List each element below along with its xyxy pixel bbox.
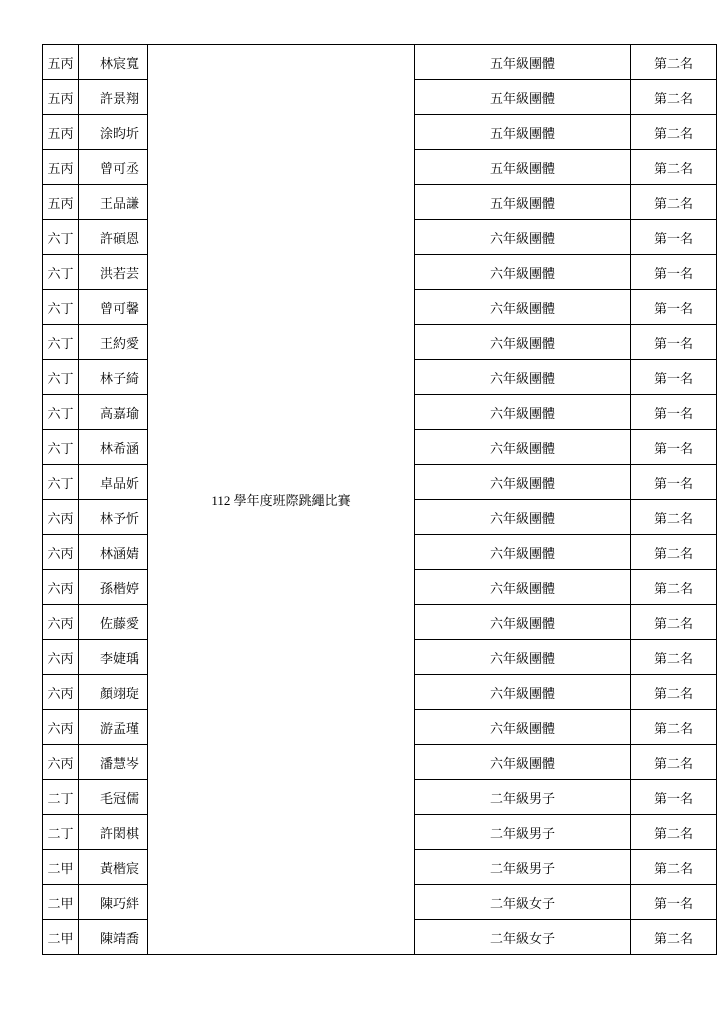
class-cell: 六丁 (43, 290, 79, 325)
class-cell: 六丙 (43, 605, 79, 640)
student-name-cell: 王品謙 (79, 185, 148, 220)
student-name-cell: 林宸寬 (79, 45, 148, 80)
student-name-cell: 林希涵 (79, 430, 148, 465)
student-name-cell: 毛冠儒 (79, 780, 148, 815)
class-cell: 五丙 (43, 150, 79, 185)
student-name-cell: 顏翊琁 (79, 675, 148, 710)
student-name-cell: 黃楷宸 (79, 850, 148, 885)
class-cell: 二甲 (43, 920, 79, 955)
rank-cell: 第二名 (631, 745, 717, 780)
class-cell: 六丙 (43, 710, 79, 745)
rank-cell: 第一名 (631, 255, 717, 290)
group-cell: 六年級團體 (415, 220, 631, 255)
class-cell: 五丙 (43, 45, 79, 80)
rank-cell: 第二名 (631, 45, 717, 80)
rank-cell: 第一名 (631, 290, 717, 325)
rank-cell: 第二名 (631, 500, 717, 535)
group-cell: 六年級團體 (415, 465, 631, 500)
group-cell: 六年級團體 (415, 360, 631, 395)
student-name-cell: 林子綺 (79, 360, 148, 395)
rank-cell: 第二名 (631, 640, 717, 675)
student-name-cell: 王約愛 (79, 325, 148, 360)
group-cell: 二年級男子 (415, 780, 631, 815)
student-name-cell: 涂昀圻 (79, 115, 148, 150)
student-name-cell: 潘慧岑 (79, 745, 148, 780)
rank-cell: 第二名 (631, 115, 717, 150)
group-cell: 五年級團體 (415, 185, 631, 220)
group-cell: 六年級團體 (415, 570, 631, 605)
student-name-cell: 林涵婧 (79, 535, 148, 570)
group-cell: 二年級女子 (415, 920, 631, 955)
student-name-cell: 孫楷婷 (79, 570, 148, 605)
student-name-cell: 林予忻 (79, 500, 148, 535)
rank-cell: 第一名 (631, 325, 717, 360)
rank-cell: 第一名 (631, 465, 717, 500)
student-name-cell: 陳靖喬 (79, 920, 148, 955)
rank-cell: 第一名 (631, 885, 717, 920)
student-name-cell: 高嘉瑜 (79, 395, 148, 430)
class-cell: 二甲 (43, 850, 79, 885)
class-cell: 二丁 (43, 815, 79, 850)
group-cell: 五年級團體 (415, 80, 631, 115)
group-cell: 六年級團體 (415, 640, 631, 675)
group-cell: 六年級團體 (415, 290, 631, 325)
group-cell: 六年級團體 (415, 430, 631, 465)
student-name-cell: 卓品妡 (79, 465, 148, 500)
student-name-cell: 游孟瑾 (79, 710, 148, 745)
class-cell: 六丁 (43, 220, 79, 255)
class-cell: 五丙 (43, 115, 79, 150)
awards-table-body (43, 45, 717, 955)
rank-cell: 第二名 (631, 710, 717, 745)
rank-cell: 第一名 (631, 220, 717, 255)
event-name-cell: 112 學年度班際跳繩比賽 (148, 45, 415, 955)
group-cell: 六年級團體 (415, 605, 631, 640)
class-cell: 六丙 (43, 640, 79, 675)
rank-cell: 第一名 (631, 395, 717, 430)
class-cell: 六丙 (43, 535, 79, 570)
student-name-cell: 曾可馨 (79, 290, 148, 325)
class-cell: 五丙 (43, 80, 79, 115)
class-cell: 六丙 (43, 675, 79, 710)
rank-cell: 第二名 (631, 920, 717, 955)
group-cell: 六年級團體 (415, 535, 631, 570)
class-cell: 六丁 (43, 430, 79, 465)
rank-cell: 第一名 (631, 430, 717, 465)
class-cell: 六丁 (43, 395, 79, 430)
group-cell: 五年級團體 (415, 115, 631, 150)
awards-table (42, 44, 717, 955)
student-name-cell: 洪若芸 (79, 255, 148, 290)
group-cell: 二年級男子 (415, 850, 631, 885)
group-cell: 六年級團體 (415, 325, 631, 360)
student-name-cell: 曾可丞 (79, 150, 148, 185)
rank-cell: 第二名 (631, 535, 717, 570)
student-name-cell: 陳巧絆 (79, 885, 148, 920)
rank-cell: 第二名 (631, 675, 717, 710)
class-cell: 六丁 (43, 255, 79, 290)
student-name-cell: 許碩恩 (79, 220, 148, 255)
class-cell: 二甲 (43, 885, 79, 920)
class-cell: 六丁 (43, 465, 79, 500)
rank-cell: 第二名 (631, 815, 717, 850)
group-cell: 五年級團體 (415, 150, 631, 185)
class-cell: 二丁 (43, 780, 79, 815)
group-cell: 六年級團體 (415, 675, 631, 710)
table-row (43, 45, 717, 80)
student-name-cell: 許閎棋 (79, 815, 148, 850)
class-cell: 六丙 (43, 745, 79, 780)
rank-cell: 第一名 (631, 360, 717, 395)
rank-cell: 第二名 (631, 80, 717, 115)
student-name-cell: 佐藤愛 (79, 605, 148, 640)
rank-cell: 第二名 (631, 850, 717, 885)
class-cell: 六丙 (43, 500, 79, 535)
class-cell: 六丁 (43, 360, 79, 395)
group-cell: 五年級團體 (415, 45, 631, 80)
class-cell: 六丁 (43, 325, 79, 360)
rank-cell: 第二名 (631, 150, 717, 185)
rank-cell: 第一名 (631, 780, 717, 815)
group-cell: 六年級團體 (415, 255, 631, 290)
class-cell: 五丙 (43, 185, 79, 220)
class-cell: 六丙 (43, 570, 79, 605)
rank-cell: 第二名 (631, 605, 717, 640)
group-cell: 六年級團體 (415, 710, 631, 745)
group-cell: 六年級團體 (415, 395, 631, 430)
group-cell: 六年級團體 (415, 745, 631, 780)
student-name-cell: 許景翔 (79, 80, 148, 115)
rank-cell: 第二名 (631, 185, 717, 220)
group-cell: 六年級團體 (415, 500, 631, 535)
group-cell: 二年級男子 (415, 815, 631, 850)
group-cell: 二年級女子 (415, 885, 631, 920)
student-name-cell: 李婕瑀 (79, 640, 148, 675)
rank-cell: 第二名 (631, 570, 717, 605)
